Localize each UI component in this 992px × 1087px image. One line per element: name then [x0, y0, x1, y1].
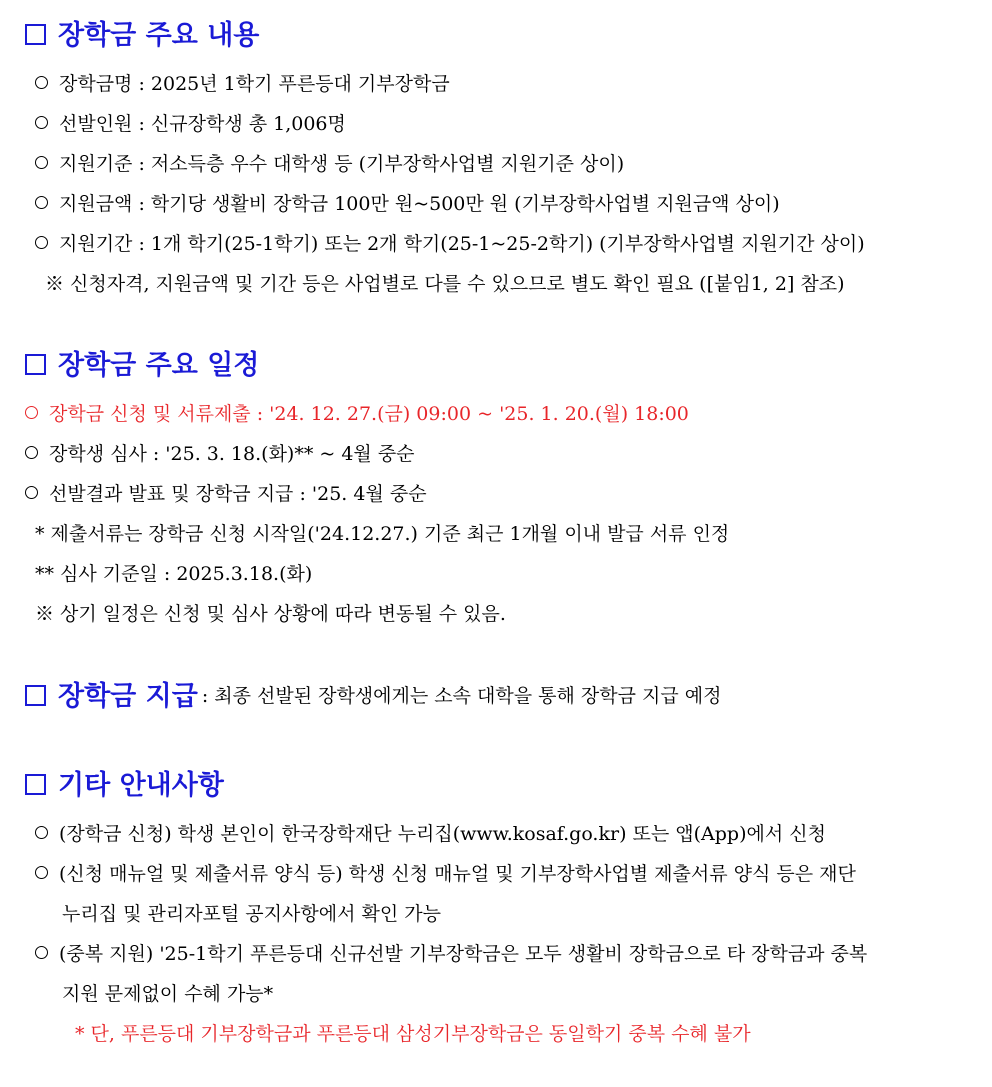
section-heading-main-content: 장학금 주요 내용 [25, 20, 259, 52]
circle-bullet-icon [35, 826, 48, 839]
checkbox-square-icon [25, 354, 46, 375]
list-item: 장학생 심사 : '25. 3. 18.(화)** ~ 4월 중순 [25, 441, 415, 467]
circle-bullet-icon [35, 76, 48, 89]
footnote: ※ 신청자격, 지원금액 및 기간 등은 사업별로 다를 수 있으므로 별도 확인 필요 ([붙임1, 2] 참조) [45, 273, 845, 295]
circle-bullet-icon [25, 406, 38, 419]
list-item: 선발결과 발표 및 장학금 지급 : '25. 4월 중순 [25, 481, 427, 507]
list-item: (신청 매뉴얼 및 제출서류 양식 등) 학생 신청 매뉴얼 및 기부장학사업별 제출서류 양식 등은 재단 [35, 861, 856, 887]
circle-bullet-icon [35, 156, 48, 169]
list-item: 지원기간 : 1개 학기(25-1학기) 또는 2개 학기(25-1~25-2학기) (기부장학사업별 지원기간 상이) [35, 231, 865, 257]
section-heading-other-info: 기타 안내사항 [25, 770, 224, 802]
list-item: (중복 지원) '25-1학기 푸른등대 신규선발 기부장학금은 모두 생활비 장학금으로 타 장학금과 중복 [35, 941, 867, 967]
payment-description: : 최종 선발된 장학생에게는 소속 대학을 통해 장학금 지급 예정 [201, 685, 722, 707]
checkbox-square-icon [25, 24, 46, 45]
list-item: 선발인원 : 신규장학생 총 1,006명 [35, 111, 346, 137]
list-item: 지원기준 : 저소득층 우수 대학생 등 (기부장학사업별 지원기준 상이) [35, 151, 624, 177]
list-item: 지원금액 : 학기당 생활비 장학금 100만 원~500만 원 (기부장학사업별 지원금액 상이) [35, 191, 780, 217]
list-item-continuation: 지원 문제없이 수혜 가능* [62, 983, 274, 1005]
checkbox-square-icon [25, 774, 46, 795]
section-heading-schedule: 장학금 주요 일정 [25, 350, 259, 382]
circle-bullet-icon [25, 446, 38, 459]
section-heading-payment: 장학금 지급 : 최종 선발된 장학생에게는 소속 대학을 통해 장학금 지급 예정 [25, 680, 721, 713]
circle-bullet-icon [35, 196, 48, 209]
circle-bullet-icon [35, 866, 48, 879]
footnote: ※ 상기 일정은 신청 및 심사 상황에 따라 변동될 수 있음. [35, 603, 506, 625]
footnote: ** 심사 기준일 : 2025.3.18.(화) [35, 563, 313, 585]
footnote: * 제출서류는 장학금 신청 시작일('24.12.27.) 기준 최근 1개월 이내 발급 서류 인정 [35, 523, 730, 545]
list-item: 장학금명 : 2025년 1학기 푸른등대 기부장학금 [35, 71, 450, 97]
list-item-continuation: 누리집 및 관리자포털 공지사항에서 확인 가능 [62, 903, 441, 925]
footnote-highlight: * 단, 푸른등대 기부장학금과 푸른등대 삼성기부장학금은 동일학기 중복 수혜 불가 [75, 1023, 751, 1045]
checkbox-square-icon [25, 685, 46, 706]
circle-bullet-icon [35, 116, 48, 129]
circle-bullet-icon [35, 946, 48, 959]
circle-bullet-icon [25, 486, 38, 499]
circle-bullet-icon [35, 236, 48, 249]
list-item-highlight: 장학금 신청 및 서류제출 : '24. 12. 27.(금) 09:00 ~ '25. 1. 20.(월) 18:00 [25, 401, 689, 427]
list-item: (장학금 신청) 학생 본인이 한국장학재단 누리집(www.kosaf.go.kr) 또는 앱(App)에서 신청 [35, 821, 826, 847]
